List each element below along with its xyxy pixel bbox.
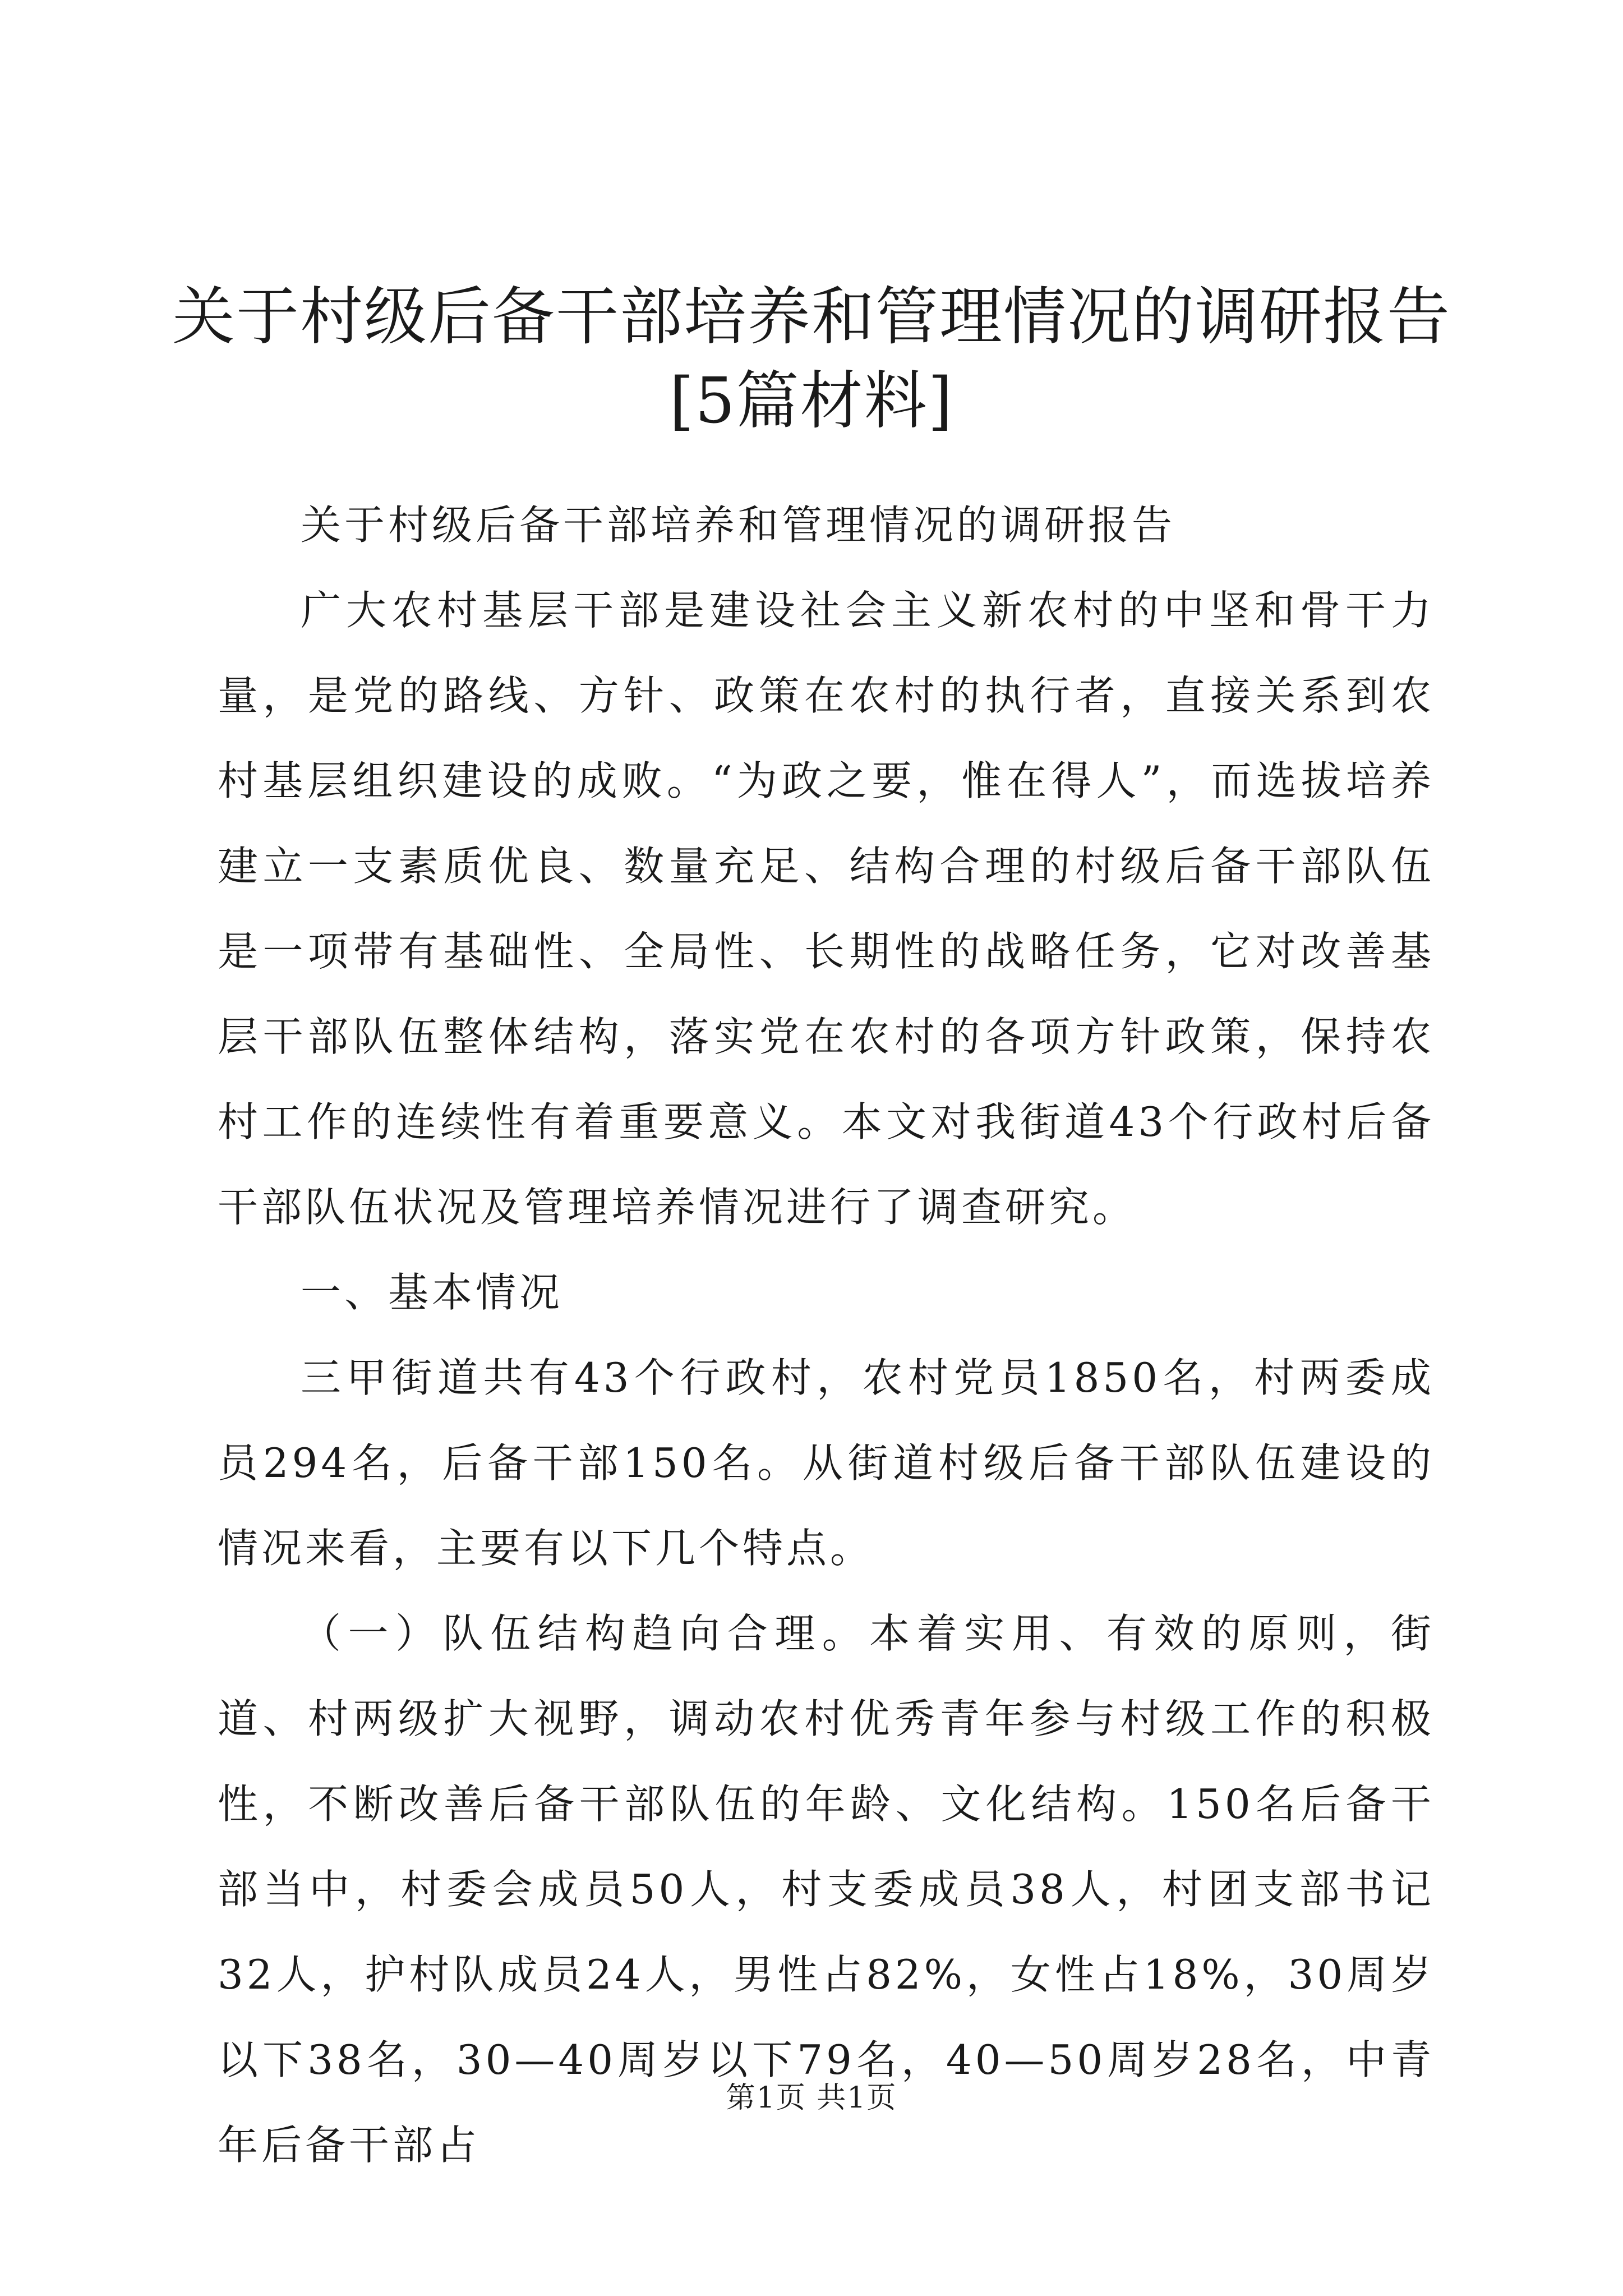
document-title [168,275,1455,443]
body-paragraph: （一）队伍结构趋向合理。本着实用、有效的原则，街道、村两级扩大视野，调动农村优秀青年参与村级工作的积极性，不断改善后备干部队伍的年龄、文化结构。150名后备干部当中，村委会成员50人，村支委成员38人，村团支部书记32人，护村队成员24人，男性占82%，女性占18%，30周岁以下38名，30—40周岁以下79名，40—50周岁28名，中青年后备干部占 [218,1610,1435,2169]
page-footer: 第1页 共1页 [726,2081,897,2115]
title-line-1: 关于村级后备干部培养和管理情况的调研报告 [172,280,1451,353]
title-line-2: [5篇材料] [669,365,954,438]
document-body [218,482,1435,2188]
body-paragraph: 三甲街道共有43个行政村，农村党员1850名，村两委成员294名，后备干部150名。从街道村级后备干部队伍建设的情况来看，主要有以下几个特点。 [218,1354,1435,1572]
subtitle-paragraph: 关于村级后备干部培养和管理情况的调研报告 [301,501,1176,549]
section-heading: 一、基本情况 [301,1269,564,1316]
body-paragraph: 广大农村基层干部是建设社会主义新农村的中坚和骨干力量，是党的路线、方针、政策在农村的执行者，直接关系到农村基层组织建设的成败。“为政之要，惟在得人”，而选拔培养建立一支素质优良、数量充足、结构合理的村级后备干部队伍是一项带有基础性、全局性、长期性的战略任务，它对改善基层干部队伍整体结构，落实党在农村的各项方针政策，保持农村工作的连续性有着重要意义。本文对我街道43个行政村后备干部队伍状况及管理培养情况进行了调查研究。 [218,587,1435,1231]
